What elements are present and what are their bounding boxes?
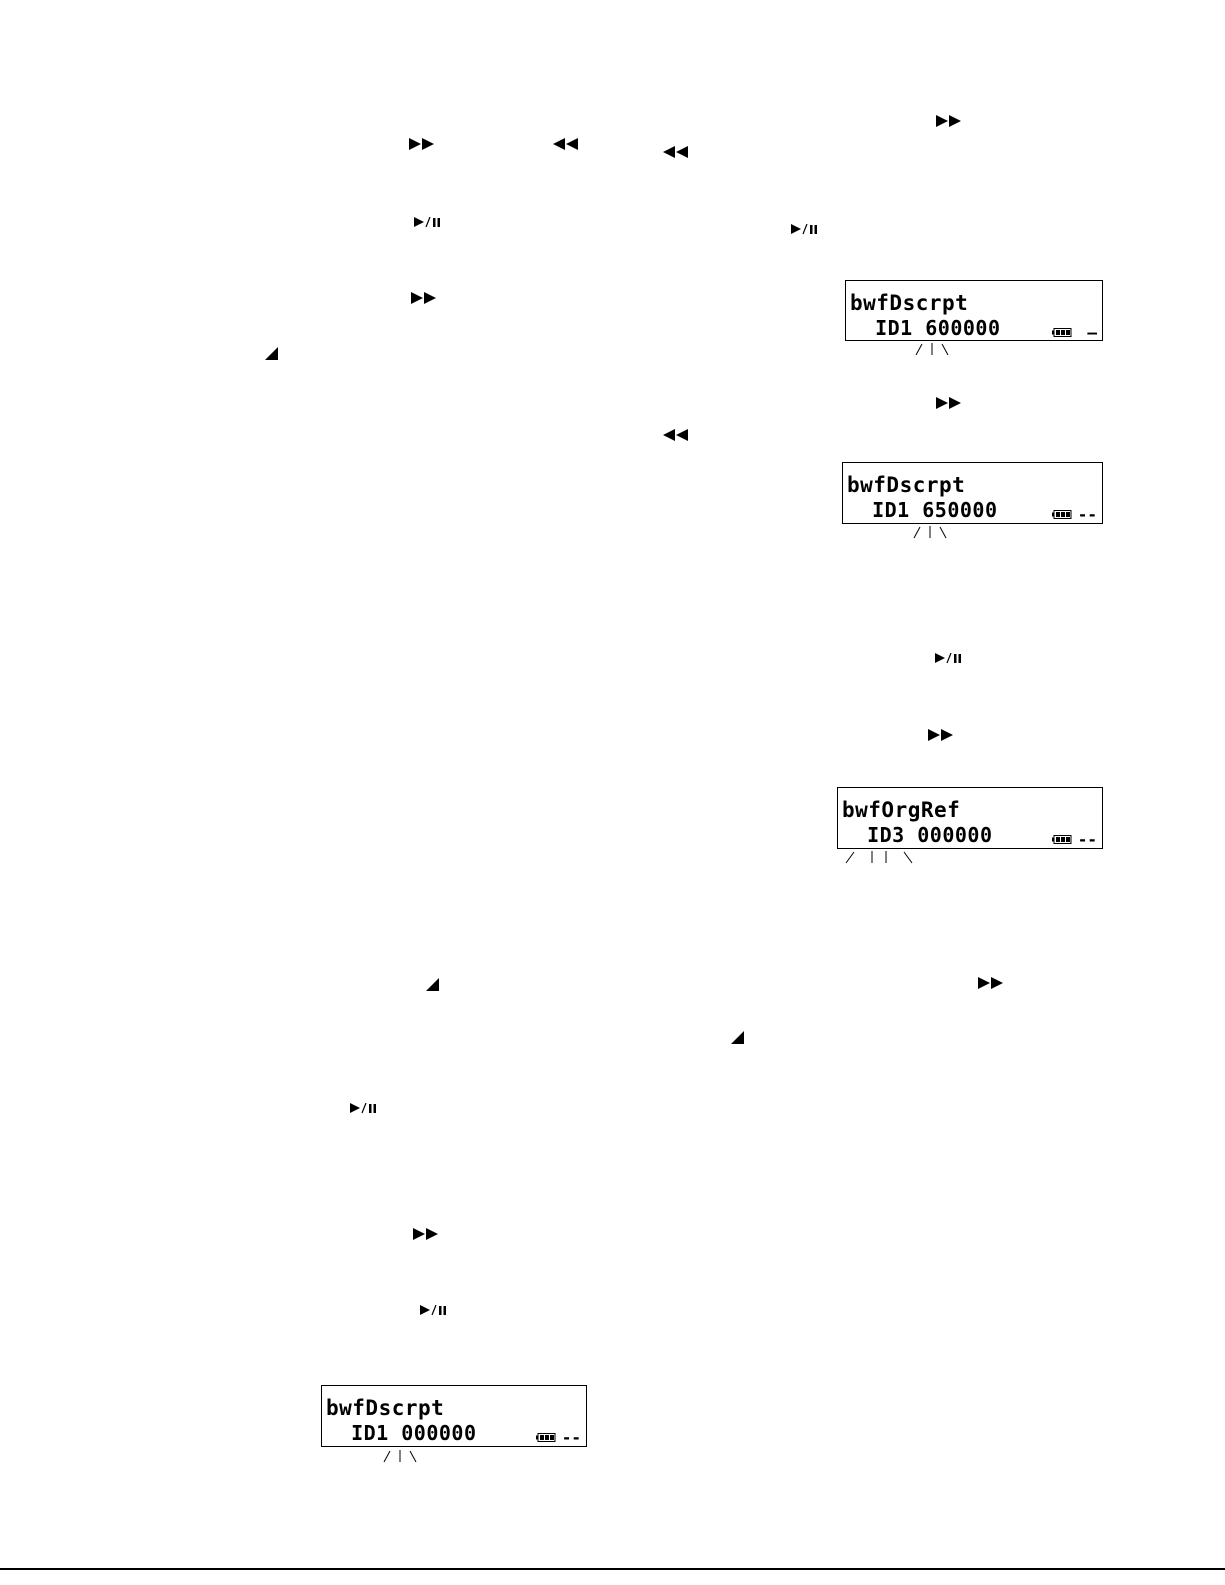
display-id: ID1: [351, 1421, 389, 1445]
fast-forward-icon: [936, 115, 964, 127]
display-value: 000000: [917, 823, 993, 847]
lcd-display: [321, 1385, 587, 1447]
play-pause-icon: [420, 1305, 448, 1316]
battery-icon: [536, 1427, 556, 1446]
play-pause-icon: [350, 1103, 378, 1114]
corner-marker-icon: [731, 1031, 744, 1044]
display-value: 600000: [925, 316, 1001, 340]
battery-icon: [1052, 504, 1072, 523]
rewind-icon: [663, 146, 691, 158]
battery-icon: [1052, 829, 1072, 848]
blink-indicator: [912, 341, 952, 360]
lcd-display: [845, 280, 1103, 341]
status-indicator: --: [561, 1428, 581, 1447]
lcd-display: [842, 462, 1103, 524]
play-pause-icon: [791, 224, 819, 235]
display-id: ID3: [867, 823, 905, 847]
fast-forward-icon: [978, 977, 1006, 989]
fast-forward-icon: [411, 292, 439, 304]
footer-rule: [0, 1568, 1225, 1570]
display-title: bwfDscrpt: [850, 291, 969, 315]
rewind-icon: [663, 429, 691, 441]
fast-forward-icon: [409, 138, 437, 150]
status-indicator: --: [1077, 830, 1097, 849]
lcd-display: [837, 787, 1103, 849]
play-pause-icon: [935, 653, 963, 664]
blink-indicator: [380, 1448, 420, 1467]
corner-marker-icon: [426, 978, 439, 991]
display-title: bwfDscrpt: [847, 473, 966, 497]
fast-forward-icon: [936, 397, 964, 409]
display-id: ID1: [875, 316, 913, 340]
display-value-line: [847, 498, 998, 522]
status-indicator: --: [1077, 505, 1097, 524]
fast-forward-icon: [928, 729, 956, 741]
status-indicator: —: [1087, 323, 1097, 342]
display-value-line: [326, 1421, 477, 1445]
rewind-icon: [553, 138, 581, 150]
display-value-line: [842, 823, 993, 847]
display-id: ID1: [872, 498, 910, 522]
display-value-line: [850, 316, 1001, 340]
corner-marker-icon: [265, 347, 278, 360]
play-pause-icon: [414, 217, 442, 228]
blink-indicator: [842, 849, 916, 868]
display-title: bwfOrgRef: [842, 798, 961, 822]
fast-forward-icon: [413, 1228, 441, 1240]
display-value: 000000: [401, 1421, 477, 1445]
battery-icon: [1052, 322, 1072, 341]
blink-indicator: [910, 524, 950, 543]
display-value: 650000: [922, 498, 998, 522]
display-title: bwfDscrpt: [326, 1396, 445, 1420]
